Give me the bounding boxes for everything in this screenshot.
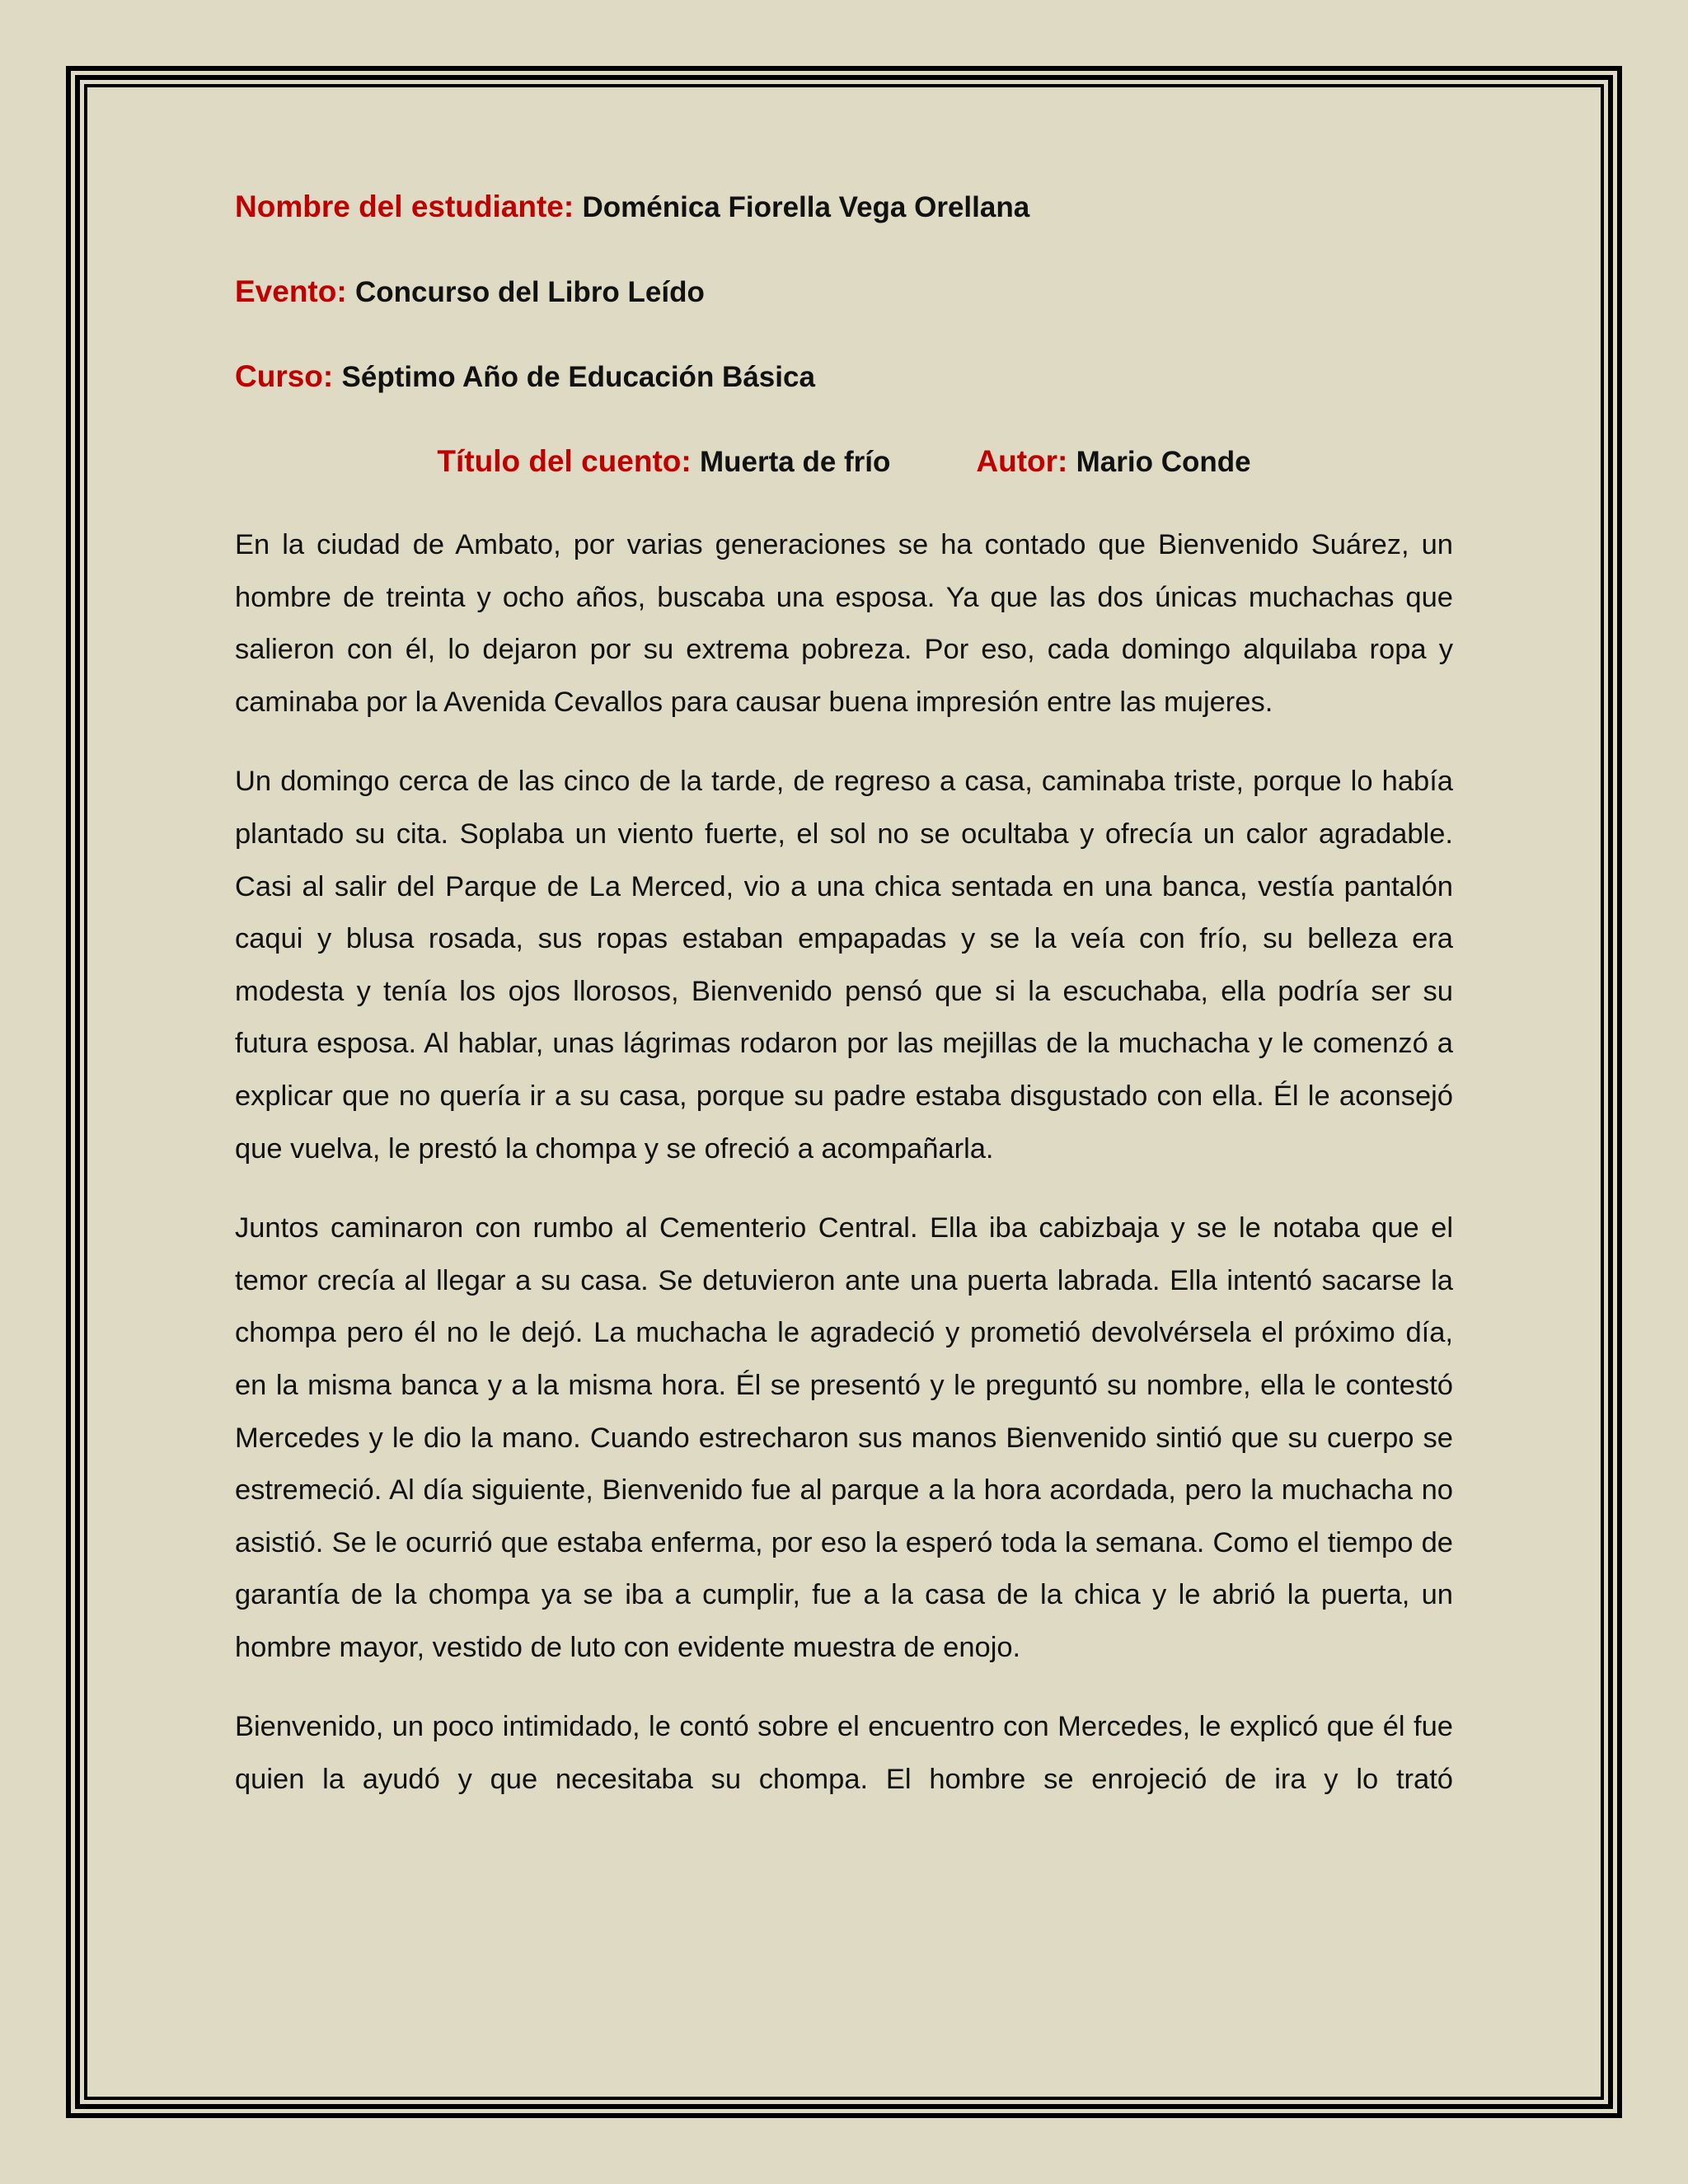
author-value: Mario Conde [1076, 446, 1251, 478]
course-value: Séptimo Año de Educación Básica [341, 361, 815, 393]
story-paragraph-1: En la ciudad de Ambato, por varias generaciones se ha contado que Bienvenido Suárez, un hombre de treinta y ocho años, buscaba una esposa. Ya que las dos únicas muchachas que salieron con él, lo dejaron por su extrema pobreza. Por eso, cada domingo alquilaba ropa y caminaba por la Avenida Cevallos para causar buena impresión entre las mujeres. [235, 529, 1453, 718]
story-paragraph-3: Juntos caminaron con rumbo al Cementerio Central. Ella iba cabizbaja y se le notaba que el temor crecía al llegar a su casa. Se detuvieron ante una puerta labrada. Ella intentó sacarse la chompa pero él no le dejó. La muchacha le agradeció y prometió devolvérsela el próximo día, en la misma banca y a la misma hora. Él se presentó y le preguntó su nombre, ella le contestó Mercedes y le dio la mano. Cuando estrecharon sus manos Bienvenido sintió que su cuerpo se estremeció. Al día siguiente, Bienvenido fue al parque a la hora acordada, pero la muchacha no asistió. Se le ocurrió que estaba enferma, por eso la esperó toda la semana. Como el tiempo de garantía de la chompa ya se iba a cumplir, fue a la casa de la chica y le abrió la puerta, un hombre mayor, vestido de luto con evidente muestra de enojo. [235, 1212, 1453, 1663]
event-value: Concurso del Libro Leído [354, 276, 705, 308]
event-field [235, 273, 1453, 312]
student-name-field [235, 188, 1453, 227]
student-name-label: Nombre del estudiante: [235, 190, 574, 223]
story-title-group [437, 443, 890, 481]
course-field [235, 358, 1453, 396]
story-paragraph-4: Bienvenido, un poco intimidado, le contó sobre el encuentro con Mercedes, le explicó que él fue quien la ayudó y que necesitaba su chompa. El hombre se enrojeció de ira y lo trató [235, 1711, 1453, 1796]
story-title-value: Muerta de frío [699, 446, 891, 478]
story-paragraph-2: Un domingo cerca de las cinco de la tarde, de regreso a casa, caminaba triste, porque lo había plantado su cita. Soplaba un viento fuerte, el sol no se ocultaba y ofrecía un calor agradable. Casi al salir del Parque de La Merced, vio a una chica sentada en una banca, vestía pantalón caqui y blusa rosada, sus ropas estaban empapadas y se la veía con frío, su belleza era modesta y tenía los ojos llorosos, Bienvenido pensó que si la escuchaba, ella podría ser su futura esposa. Al hablar, unas lágrimas rodaron por las mejillas de la muchacha y le comenzó a explicar que no quería ir a su casa, porque su padre estaba disgustado con ella. Él le aconsejó que vuelva, le prestó la chompa y se ofreció a acompañarla. [235, 766, 1453, 1165]
student-name-value: Doménica Fiorella Vega Orellana [582, 191, 1030, 223]
story-title-row [235, 443, 1453, 481]
event-label: Evento: [235, 274, 347, 308]
author-label: Autor: [976, 444, 1068, 478]
author-group [976, 443, 1250, 481]
course-label: Curso: [235, 359, 334, 393]
story-title-label: Título del cuento: [437, 444, 692, 478]
document-content [235, 188, 1453, 1834]
